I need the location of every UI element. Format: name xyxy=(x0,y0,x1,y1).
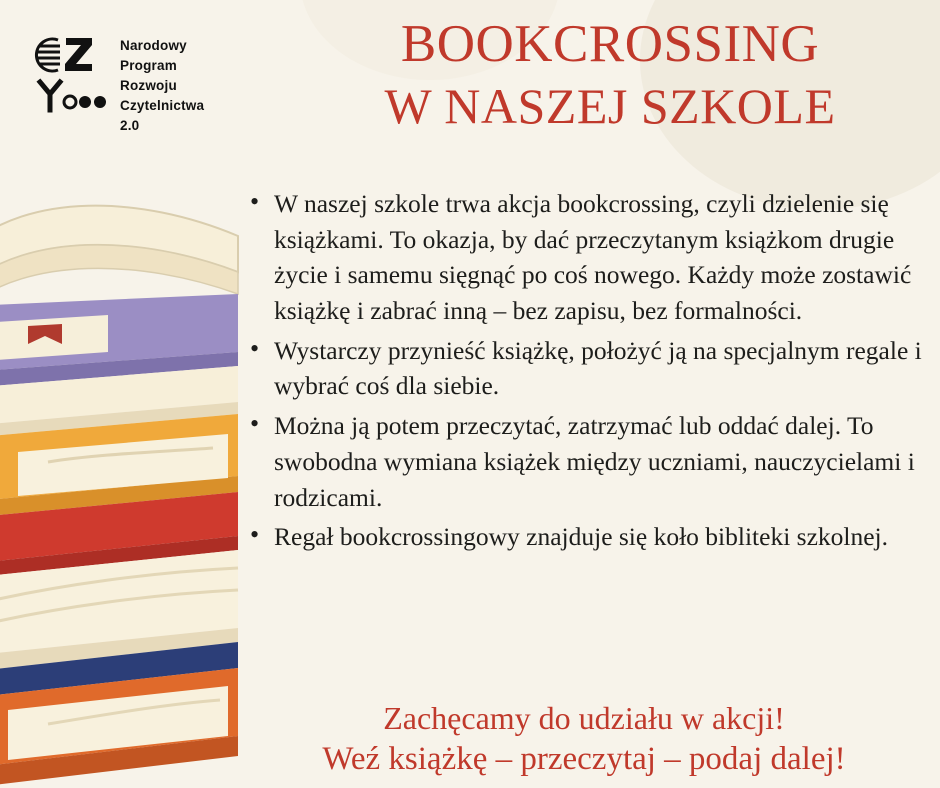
title-line-1: BOOKCROSSING xyxy=(400,15,820,73)
list-item: • Można ją potem przeczytać, zatrzymać lub oddać dalej. To swobodna wymiana książek między uczniami, nauczycielami i rodzicami. xyxy=(246,408,922,515)
poster-title xyxy=(300,16,920,133)
list-item: • W naszej szkole trwa akcja bookcrossing, czyli dzielenie się książkami. To okazja, by dać przeczytanym książkom drugie życie i samemu sięgnąć po coś nowego. Każdy może zostawić książkę i zabrać inną – bez zapisu, bez formalności. xyxy=(246,186,922,329)
stack-of-books-illustration xyxy=(0,176,288,788)
closing-line-2: Weź książkę – przeczytaj – podaj dalej! xyxy=(322,740,846,777)
title-line-2: W NASZEJ SZKOLE xyxy=(384,78,836,135)
program-logo xyxy=(30,34,204,136)
list-item: • Wystarczy przynieść książkę, położyć ją na specjalnym regale i wybrać coś dla siebie. xyxy=(246,333,922,404)
nprcz-logo-mark-icon xyxy=(30,34,106,126)
closing-line-1: Zachęcamy do udziału w akcji! xyxy=(383,700,785,736)
logo-line-3: Rozwoju xyxy=(120,77,177,93)
program-logo-text xyxy=(120,34,204,136)
closing-call-to-action xyxy=(246,700,922,779)
logo-line-2: Program xyxy=(120,57,177,73)
logo-line-4: Czytelnictwa xyxy=(120,97,205,113)
list-item: • Regał bookcrossingowy znajduje się koło bibliteki szkolnej. xyxy=(246,519,922,555)
poster-body xyxy=(246,186,922,559)
bullet-list xyxy=(246,186,922,555)
book-top-cream xyxy=(0,206,238,306)
logo-line-1: Narodowy xyxy=(120,38,187,53)
logo-line-5: 2.0 xyxy=(120,117,140,133)
